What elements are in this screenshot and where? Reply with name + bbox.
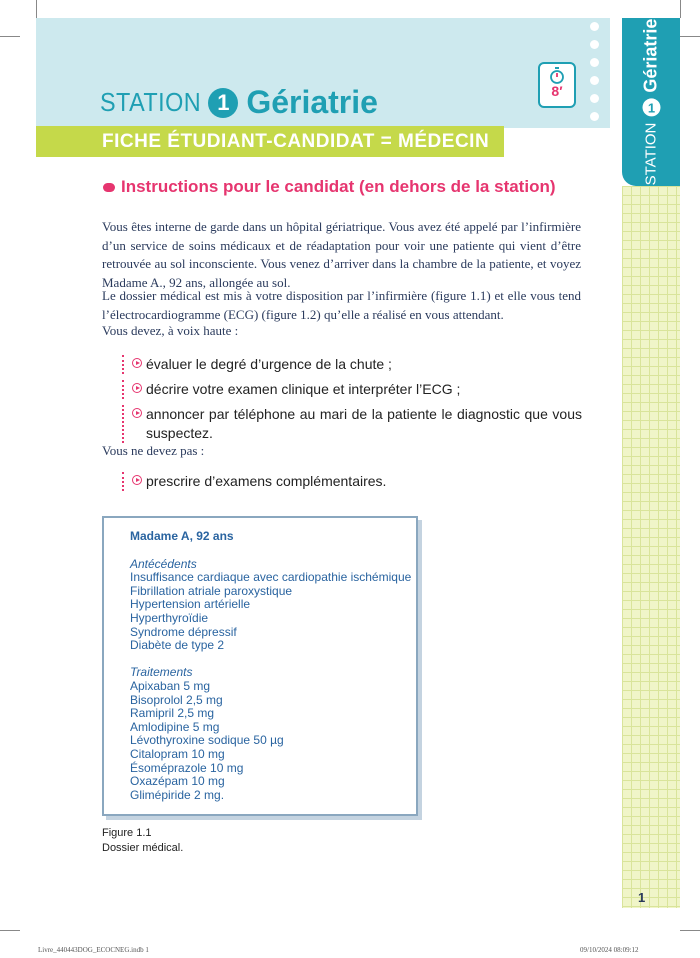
timer-badge (538, 62, 576, 108)
side-tab-title: Gériatrie (640, 18, 661, 93)
must-intro: Vous devez, à voix haute : (102, 323, 239, 338)
fiche-label: FICHE ÉTUDIANT-CANDIDAT = MÉDECIN (102, 130, 490, 152)
antecedent-item: Hypertension artérielle (130, 597, 251, 612)
treatment-item: Apixaban 5 mg (130, 678, 211, 693)
crop-mark (680, 0, 681, 18)
paragraph-context: Vous êtes interne de garde dans un hôpital gériatrique. Vous avez été appelé par l’infirmière d’un service de soins médicaux et de réadaptation pour voir une patiente qui vient d’être retrouvée au sol inconsciente. Vous venez d’arriver dans la chambre de la patiente, et voyez Madame A., 92 ans, allongée au sol. (102, 219, 581, 290)
treatment-item: Ramipril 2,5 mg (130, 706, 215, 721)
side-tab (622, 18, 680, 186)
antecedent-item: Syndrome dépressif (130, 624, 237, 639)
antecedent-item: Insuffisance cardiaque avec cardiopathie ischémique (130, 570, 412, 585)
list-item: évaluer le degré d’urgence de la chute ; (122, 355, 582, 374)
station-title-block (100, 84, 378, 121)
list-item: annoncer par téléphone au mari de la patiente le diagnostic que vous suspectez. (122, 405, 582, 443)
antecedent-item: Fibrillation atriale paroxystique (130, 583, 293, 598)
timer-duration: 8′ (551, 83, 563, 99)
treatment-item: Amlodipine 5 mg (130, 719, 220, 734)
treatment-item: Oxazépam 10 mg (130, 774, 225, 789)
list-item: prescrire d’examens complémentaires. (122, 472, 582, 491)
antecedents-label: Antécédents (130, 556, 197, 571)
page-title: Gériatrie (246, 84, 378, 120)
side-tab-number: 1 (642, 99, 660, 117)
list-item: décrire votre examen clinique et interpréter l’ECG ; (122, 380, 582, 399)
treatment-item: Citalopram 10 mg (130, 746, 225, 761)
paragraph-record: Le dossier médical est mis à votre disposition par l’infirmière (figure 1.1) et elle vous tend l’électrocardiogramme (ECG) (figure 1.2) qu’elle a réalisé en vous attendant. (102, 288, 581, 322)
mustnot-list (122, 472, 582, 497)
figure-label: Figure 1.1 (102, 827, 152, 839)
play-circle-icon (132, 358, 142, 368)
crop-mark (680, 36, 700, 37)
page-number: 1 (638, 890, 646, 905)
instructions-heading (103, 177, 556, 197)
antecedent-item: Diabète de type 2 (130, 638, 225, 653)
footer-file: Livre_440443DOG_ECOCNEG.indb 1 (38, 946, 149, 954)
antecedent-item: Hyperthyroïdie (130, 610, 209, 625)
instructions-heading-text: Instructions pour le candidat (en dehors de la station) (121, 177, 556, 196)
stopwatch-icon (549, 67, 565, 84)
record-title: Madame A, 92 ans (130, 529, 234, 543)
treatment-item: Bisoprolol 2,5 mg (130, 692, 223, 707)
side-tab-station-word: STATION (642, 122, 660, 186)
crop-mark (36, 0, 37, 18)
crop-mark (680, 930, 700, 931)
crop-mark (0, 36, 20, 37)
medical-record-card (102, 516, 418, 816)
traitements-label: Traitements (130, 665, 193, 680)
play-circle-icon (132, 408, 142, 418)
treatment-item: Lévothyroxine sodique 50 µg (130, 733, 284, 748)
footer-timestamp: 09/10/2024 08:09:12 (580, 946, 639, 954)
fiche-bar (36, 126, 504, 157)
station-word: STATION (100, 87, 202, 117)
mustnot-intro: Vous ne devez pas : (102, 443, 205, 458)
play-circle-icon (132, 475, 142, 485)
figure-caption (102, 826, 183, 856)
figure-text: Dossier médical. (102, 842, 184, 854)
treatment-item: Glimépiride 2 mg. (130, 787, 225, 802)
decorative-dots (590, 22, 604, 130)
play-circle-icon (132, 383, 142, 393)
grid-margin (622, 186, 680, 908)
heading-bullet-icon (103, 183, 115, 192)
station-number-badge: 1 (208, 88, 238, 118)
crop-mark (0, 930, 20, 931)
treatment-item: Ésoméprazole 10 mg (130, 760, 244, 775)
must-list (122, 355, 582, 449)
